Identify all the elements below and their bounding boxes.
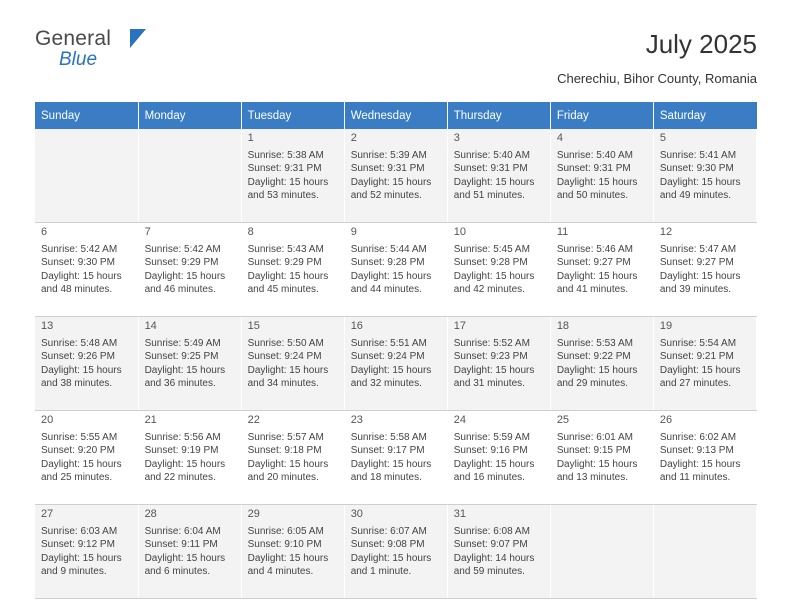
sunset-text: Sunset: 9:18 PM: [247, 445, 322, 457]
daylight-text: Daylight: 15 hours: [247, 364, 329, 376]
day-number: 13: [41, 320, 54, 332]
daylight-text: and 31 minutes.: [453, 378, 525, 390]
calendar-day-cell[interactable]: [344, 317, 447, 411]
sunrise-text: Sunrise: 5:50 AM: [247, 337, 324, 349]
day-number: 24: [453, 414, 466, 426]
sunset-text: Sunset: 9:20 PM: [41, 445, 115, 457]
calendar-day-cell[interactable]: [138, 505, 241, 599]
daylight-text: Daylight: 15 hours: [41, 364, 122, 376]
calendar-week-row: [35, 129, 757, 223]
page-title: July 2025: [645, 29, 757, 59]
day-number: 31: [453, 508, 466, 520]
weekday-header-monday: Monday: [138, 102, 241, 129]
daylight-text: Daylight: 15 hours: [659, 176, 741, 188]
daylight-text: and 25 minutes.: [41, 472, 113, 484]
sunset-text: Sunset: 9:12 PM: [41, 539, 115, 551]
sunset-text: Sunset: 9:16 PM: [453, 445, 528, 457]
day-number: 28: [144, 508, 157, 520]
day-number: 16: [350, 320, 363, 332]
sunset-text: Sunset: 9:13 PM: [659, 445, 734, 457]
sunrise-text: Sunrise: 6:08 AM: [453, 525, 530, 537]
day-number: 7: [144, 226, 151, 238]
daylight-text: and 1 minute.: [350, 566, 412, 578]
calendar-day-cell[interactable]: [241, 129, 344, 223]
day-number: 21: [144, 414, 157, 426]
daylight-text: Daylight: 15 hours: [556, 458, 638, 470]
weekday-header-sunday: Sunday: [35, 102, 138, 129]
sunrise-text: Sunrise: 5:49 AM: [144, 337, 221, 349]
sunrise-text: Sunrise: 5:43 AM: [247, 243, 324, 255]
location-subtitle: Cherechiu, Bihor County, Romania: [557, 70, 757, 86]
daylight-text: and 22 minutes.: [144, 472, 216, 484]
sunrise-text: Sunrise: 5:56 AM: [144, 431, 221, 443]
day-number: 29: [247, 508, 260, 520]
sunset-text: Sunset: 9:25 PM: [144, 351, 219, 363]
daylight-text: and 34 minutes.: [247, 378, 319, 390]
calendar-day-cell[interactable]: [35, 411, 138, 505]
sunset-text: Sunset: 9:31 PM: [556, 163, 631, 175]
daylight-text: Daylight: 15 hours: [453, 458, 535, 470]
logo-text-general: General: [35, 27, 112, 50]
calendar-week-row: [35, 223, 757, 317]
daylight-text: Daylight: 15 hours: [350, 458, 432, 470]
day-number: 14: [144, 320, 157, 332]
sunrise-text: Sunrise: 5:59 AM: [453, 431, 530, 443]
sunrise-text: Sunrise: 5:47 AM: [659, 243, 737, 255]
day-number: 4: [556, 132, 563, 144]
daylight-text: and 42 minutes.: [453, 284, 525, 296]
calendar-empty-cell: [653, 505, 756, 599]
sunset-text: Sunset: 9:23 PM: [453, 351, 528, 363]
day-number: 30: [350, 508, 363, 520]
daylight-text: and 6 minutes.: [144, 566, 211, 578]
sunrise-text: Sunrise: 6:05 AM: [247, 525, 324, 537]
calendar-day-cell[interactable]: [447, 411, 550, 505]
day-number: 23: [350, 414, 363, 426]
daylight-text: Daylight: 15 hours: [453, 176, 535, 188]
sunset-text: Sunset: 9:08 PM: [350, 539, 425, 551]
sunset-text: Sunset: 9:19 PM: [144, 445, 219, 457]
calendar-empty-cell: [550, 505, 653, 599]
sunset-text: Sunset: 9:28 PM: [350, 257, 425, 269]
daylight-text: and 48 minutes.: [41, 284, 113, 296]
calendar-week-row: [35, 411, 757, 505]
daylight-text: Daylight: 15 hours: [556, 270, 638, 282]
calendar-day-cell[interactable]: [447, 129, 550, 223]
daylight-text: and 18 minutes.: [350, 472, 422, 484]
daylight-text: Daylight: 15 hours: [556, 364, 638, 376]
calendar-day-cell[interactable]: [344, 129, 447, 223]
daylight-text: and 44 minutes.: [350, 284, 422, 296]
sunset-text: Sunset: 9:24 PM: [350, 351, 425, 363]
daylight-text: and 53 minutes.: [247, 190, 319, 202]
daylight-text: Daylight: 15 hours: [659, 364, 741, 376]
day-number: 27: [41, 508, 54, 520]
calendar-empty-cell: [138, 129, 241, 223]
day-number: 6: [41, 226, 48, 238]
daylight-text: and 59 minutes.: [453, 566, 525, 578]
day-number: 3: [453, 132, 460, 144]
sunset-text: Sunset: 9:27 PM: [659, 257, 734, 269]
sunrise-text: Sunrise: 5:40 AM: [453, 149, 530, 161]
sunrise-text: Sunrise: 5:53 AM: [556, 337, 633, 349]
sunset-text: Sunset: 9:27 PM: [556, 257, 631, 269]
calendar-day-cell[interactable]: [241, 223, 344, 317]
sunrise-text: Sunrise: 5:44 AM: [350, 243, 427, 255]
sunrise-text: Sunrise: 6:07 AM: [350, 525, 427, 537]
sunrise-text: Sunrise: 5:39 AM: [350, 149, 427, 161]
daylight-text: Daylight: 15 hours: [453, 364, 535, 376]
sunrise-sunset-calendar: [35, 102, 757, 599]
daylight-text: Daylight: 15 hours: [144, 458, 226, 470]
calendar-day-cell[interactable]: [447, 505, 550, 599]
sunrise-text: Sunrise: 6:04 AM: [144, 525, 221, 537]
sunrise-text: Sunrise: 5:52 AM: [453, 337, 530, 349]
calendar-day-cell[interactable]: [653, 411, 756, 505]
calendar-day-cell[interactable]: [344, 223, 447, 317]
calendar-day-cell[interactable]: [138, 411, 241, 505]
sunrise-text: Sunrise: 6:02 AM: [659, 431, 737, 443]
daylight-text: and 4 minutes.: [247, 566, 314, 578]
day-number: 15: [247, 320, 260, 332]
daylight-text: and 41 minutes.: [556, 284, 628, 296]
daylight-text: Daylight: 15 hours: [247, 176, 329, 188]
daylight-text: and 27 minutes.: [659, 378, 732, 390]
calendar-day-cell[interactable]: [653, 129, 756, 223]
day-number: 22: [247, 414, 260, 426]
sunset-text: Sunset: 9:28 PM: [453, 257, 528, 269]
day-number: 25: [556, 414, 570, 426]
sunset-text: Sunset: 9:31 PM: [453, 163, 528, 175]
title-area: [557, 28, 757, 86]
sunrise-text: Sunrise: 5:42 AM: [41, 243, 118, 255]
calendar-week-row: [35, 317, 757, 411]
day-number: 2: [350, 132, 357, 144]
sunset-text: Sunset: 9:10 PM: [247, 539, 322, 551]
sunrise-text: Sunrise: 5:38 AM: [247, 149, 324, 161]
day-number: 12: [659, 226, 673, 238]
blue-flag-icon: [130, 29, 146, 48]
calendar-day-cell[interactable]: [241, 505, 344, 599]
sunset-text: Sunset: 9:29 PM: [144, 257, 219, 269]
calendar-empty-cell: [35, 129, 138, 223]
calendar-day-cell[interactable]: [138, 317, 241, 411]
sunset-text: Sunset: 9:29 PM: [247, 257, 322, 269]
calendar-day-cell[interactable]: [344, 411, 447, 505]
daylight-text: Daylight: 15 hours: [556, 176, 638, 188]
calendar-day-cell[interactable]: [241, 317, 344, 411]
daylight-text: Daylight: 15 hours: [41, 270, 122, 282]
daylight-text: and 46 minutes.: [144, 284, 216, 296]
weekday-header-row: [35, 102, 757, 129]
page-header: [35, 0, 757, 90]
weekday-header-wednesday: Wednesday: [344, 102, 447, 129]
daylight-text: and 50 minutes.: [556, 190, 628, 202]
calendar-day-cell[interactable]: [344, 505, 447, 599]
weekday-header-saturday: Saturday: [653, 102, 756, 129]
daylight-text: Daylight: 15 hours: [41, 552, 122, 564]
daylight-text: Daylight: 15 hours: [247, 270, 329, 282]
calendar-day-cell[interactable]: [447, 223, 550, 317]
day-number: 8: [247, 226, 254, 238]
sunrise-text: Sunrise: 6:03 AM: [41, 525, 118, 537]
calendar-day-cell[interactable]: [241, 411, 344, 505]
daylight-text: Daylight: 15 hours: [247, 552, 329, 564]
sunrise-text: Sunrise: 5:40 AM: [556, 149, 633, 161]
calendar-day-cell[interactable]: [550, 317, 653, 411]
daylight-text: Daylight: 15 hours: [453, 270, 535, 282]
calendar-day-cell[interactable]: [653, 317, 756, 411]
calendar-day-cell[interactable]: [447, 317, 550, 411]
sunrise-text: Sunrise: 5:46 AM: [556, 243, 633, 255]
weekday-header-thursday: Thursday: [447, 102, 550, 129]
daylight-text: and 39 minutes.: [659, 284, 732, 296]
calendar-body: [35, 129, 757, 599]
sunrise-text: Sunrise: 5:41 AM: [659, 149, 737, 161]
sunset-text: Sunset: 9:30 PM: [659, 163, 734, 175]
daylight-text: and 51 minutes.: [453, 190, 525, 202]
day-number: 11: [556, 226, 569, 238]
logo-text-blue: Blue: [59, 49, 98, 70]
daylight-text: and 49 minutes.: [659, 190, 732, 202]
daylight-text: and 32 minutes.: [350, 378, 422, 390]
calendar-week-row: [35, 505, 757, 599]
sunset-text: Sunset: 9:26 PM: [41, 351, 115, 363]
sunrise-text: Sunrise: 5:51 AM: [350, 337, 427, 349]
sunset-text: Sunset: 9:31 PM: [350, 163, 425, 175]
sunset-text: Sunset: 9:21 PM: [659, 351, 734, 363]
daylight-text: and 29 minutes.: [556, 378, 628, 390]
sunrise-text: Sunrise: 6:01 AM: [556, 431, 633, 443]
sunset-text: Sunset: 9:11 PM: [144, 539, 218, 551]
daylight-text: Daylight: 15 hours: [350, 176, 432, 188]
calendar-day-cell[interactable]: [550, 223, 653, 317]
calendar-day-cell[interactable]: [653, 223, 756, 317]
daylight-text: and 45 minutes.: [247, 284, 319, 296]
calendar-day-cell[interactable]: [138, 223, 241, 317]
sunrise-text: Sunrise: 5:48 AM: [41, 337, 118, 349]
day-number: 5: [659, 132, 666, 144]
day-number: 1: [247, 132, 254, 144]
general-blue-logo: [35, 28, 155, 74]
daylight-text: Daylight: 15 hours: [144, 552, 226, 564]
sunrise-text: Sunrise: 5:55 AM: [41, 431, 118, 443]
calendar-day-cell[interactable]: [35, 317, 138, 411]
daylight-text: Daylight: 15 hours: [144, 364, 226, 376]
day-number: 17: [453, 320, 466, 332]
daylight-text: and 52 minutes.: [350, 190, 422, 202]
sunrise-text: Sunrise: 5:45 AM: [453, 243, 530, 255]
day-number: 19: [659, 320, 673, 332]
calendar-day-cell[interactable]: [35, 223, 138, 317]
daylight-text: and 38 minutes.: [41, 378, 113, 390]
sunset-text: Sunset: 9:24 PM: [247, 351, 322, 363]
daylight-text: Daylight: 15 hours: [350, 270, 432, 282]
day-number: 20: [41, 414, 54, 426]
weekday-header-friday: Friday: [550, 102, 653, 129]
sunset-text: Sunset: 9:22 PM: [556, 351, 631, 363]
day-number: 9: [350, 226, 357, 238]
sunrise-text: Sunrise: 5:42 AM: [144, 243, 221, 255]
daylight-text: Daylight: 15 hours: [247, 458, 329, 470]
sunset-text: Sunset: 9:31 PM: [247, 163, 322, 175]
day-number: 26: [659, 414, 673, 426]
sunrise-text: Sunrise: 5:58 AM: [350, 431, 427, 443]
daylight-text: and 11 minutes.: [659, 472, 731, 484]
daylight-text: Daylight: 15 hours: [41, 458, 122, 470]
calendar-day-cell[interactable]: [35, 505, 138, 599]
daylight-text: and 16 minutes.: [453, 472, 525, 484]
day-number: 18: [556, 320, 570, 332]
calendar-day-cell[interactable]: [550, 411, 653, 505]
sunrise-text: Sunrise: 5:54 AM: [659, 337, 737, 349]
daylight-text: Daylight: 15 hours: [659, 458, 741, 470]
sunset-text: Sunset: 9:30 PM: [41, 257, 115, 269]
sunset-text: Sunset: 9:15 PM: [556, 445, 631, 457]
weekday-header-tuesday: Tuesday: [241, 102, 344, 129]
day-number: 10: [453, 226, 466, 238]
daylight-text: Daylight: 15 hours: [350, 364, 432, 376]
calendar-day-cell[interactable]: [550, 129, 653, 223]
daylight-text: Daylight: 15 hours: [350, 552, 432, 564]
daylight-text: and 20 minutes.: [247, 472, 319, 484]
daylight-text: Daylight: 14 hours: [453, 552, 535, 564]
daylight-text: Daylight: 15 hours: [659, 270, 741, 282]
daylight-text: and 9 minutes.: [41, 566, 107, 578]
sunrise-text: Sunrise: 5:57 AM: [247, 431, 324, 443]
sunset-text: Sunset: 9:07 PM: [453, 539, 528, 551]
daylight-text: Daylight: 15 hours: [144, 270, 226, 282]
daylight-text: and 36 minutes.: [144, 378, 216, 390]
sunset-text: Sunset: 9:17 PM: [350, 445, 425, 457]
daylight-text: and 13 minutes.: [556, 472, 628, 484]
